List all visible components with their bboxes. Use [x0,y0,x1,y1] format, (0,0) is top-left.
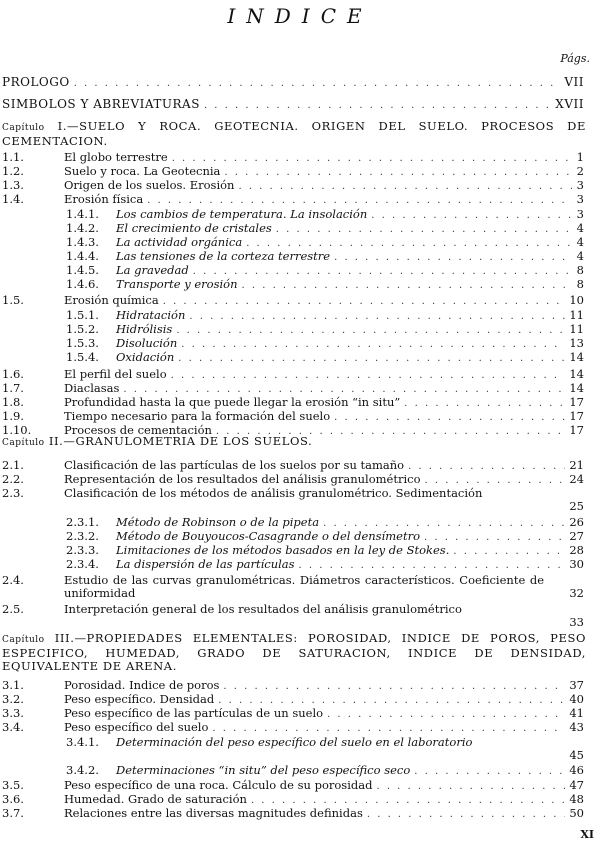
entry-page: 32 [569,586,584,600]
toc-entry [66,558,584,572]
entry-page: 4 [576,249,584,263]
leader-dots [404,397,565,410]
leader-dots [171,369,566,382]
chapter-title: I.—SUELO Y ROCA. GEOTECNIA. ORIGEN DEL SUELO. PROCESOS DE CEMENTACION. [2,119,586,148]
entry-title: Interpretación general de los resultados del análisis granulométrico [64,602,462,616]
entry-number: 3.2. [2,692,24,706]
entry-number: 2.4. [2,573,24,587]
entry-number: 2.3.4. [66,557,99,571]
entry-page: 50 [569,806,584,820]
leader-dots [189,310,565,323]
leader-dots [163,295,566,308]
leader-dots [216,425,565,438]
toc-entry [2,368,584,382]
toc-entry [66,236,584,250]
entry-number: 1.5. [2,293,24,307]
chapter-title: II.—GRANULOMETRIA DE LOS SUELOS. [48,434,313,448]
entry-title: Método de Robinson o de la pipeta [116,515,320,529]
entry-title: La gravedad [116,263,189,277]
entry-number: 1.1. [2,150,24,164]
pages-column-label: Págs. [560,52,590,65]
entry-number: 1.5.1. [66,308,99,322]
toc-entry [2,193,584,207]
leader-dots [376,780,565,793]
chapter-label: Capítulo [2,123,45,133]
toc-entry [66,264,584,278]
entry-title: Suelo y roca. La Geotecnia [64,164,221,178]
leader-dots [327,708,565,721]
leader-dots [212,722,565,735]
leader-dots [299,559,566,572]
entry-title: Peso específico de una roca. Cálculo de su porosidad [64,778,373,792]
entry-number: 2.2. [2,472,24,486]
entry-title: La dispersión de las partículas [116,557,295,571]
toc-entry [66,530,584,544]
entry-page: 37 [569,678,584,692]
entry-page: XVII [555,97,584,111]
entry-page: 26 [569,515,584,529]
entry-number: 1.3. [2,178,24,192]
toc-entry [66,309,584,323]
toc-entry [66,337,584,351]
entry-number: 3.1. [2,678,24,692]
entry-page: 21 [569,458,584,472]
leader-dots [453,545,565,558]
entry-page: 17 [569,395,584,409]
entry-number: 1.2. [2,164,24,178]
leader-dots [204,99,551,112]
entry-page: 25 [569,499,584,513]
entry-number: 1.4.2. [66,221,99,235]
toc-entry [2,459,584,473]
entry-title: Determinación del peso específico del suelo en el laboratorio [116,735,473,749]
entry-title: Las tensiones de la corteza terrestre [116,249,331,263]
entry-page: 41 [569,706,584,720]
entry-number: 1.5.2. [66,322,99,336]
leader-dots [176,324,565,337]
toc-entry [2,165,584,179]
entry-title: El perfil del suelo [64,367,167,381]
entry-number: 3.7. [2,806,24,820]
chapter-title: III.—PROPIEDADES ELEMENTALES: POROSIDAD, INDICE DE POROS, PESO ESPECIFICO, HUMEDAD, GRADO DE SATURACION, INDICE DE DENSIDAD, EQUIVALENTE DE ARENA. [2,631,586,673]
entry-title: Procesos de cementación [64,423,212,437]
toc-entry [2,382,584,396]
entry-title: Peso específico de las partículas de un suelo [64,706,324,720]
entry-page: 8 [576,263,584,277]
entry-title: Humedad. Grado de saturación [64,792,247,806]
leader-dots [224,166,572,179]
entry-title: SIMBOLOS Y ABREVIATURAS [2,97,200,111]
entry-page: 11 [569,308,584,322]
entry-number: 1.4.6. [66,277,99,291]
entry-number: 3.3. [2,706,24,720]
entry-number: 1.4.1. [66,207,99,221]
entry-number: 1.6. [2,367,24,381]
entry-page: 24 [569,472,584,486]
entry-number: 3.6. [2,792,24,806]
toc-entry [2,793,584,807]
entry-page: 14 [569,381,584,395]
leader-dots [193,265,573,278]
toc-entry [66,222,584,236]
entry-title: Representación de los resultados del análisis granulométrico [64,472,421,486]
entry-page: 14 [569,350,584,364]
leader-dots [371,209,572,222]
entry-title: Tiempo necesario para la formación del suelo [64,409,331,423]
entry-title: Origen de los suelos. Erosión [64,178,235,192]
entry-title: Método de Bouyoucos-Casagrande o del densímetro [116,529,420,543]
entry-number: 2.3.3. [66,543,99,557]
entry-title: Hidrólisis [116,322,173,336]
chapter-label: Capítulo [2,438,45,448]
entry-page: 10 [569,293,584,307]
leader-dots [223,680,565,693]
chapter-heading [2,632,586,673]
toc-entry [2,693,584,707]
entry-title: Transporte y erosión [116,277,238,291]
entry-page: 4 [576,235,584,249]
entry-title: El crecimiento de cristales [116,221,272,235]
entry-page: 3 [576,192,584,206]
entry-title: Clasificación de los métodos de análisis granulométrico. Sedimentación [64,486,483,500]
entry-title: Los cambios de temperatura. La insolación [116,207,368,221]
entry-page: 14 [569,367,584,381]
leader-dots [408,460,565,473]
leader-dots [181,338,565,351]
toc-entry [66,544,584,558]
toc-entry [2,721,584,735]
leader-dots [178,352,565,365]
entry-number: 3.4. [2,720,24,734]
entry-title: Disolución [116,336,178,350]
entry-page: 48 [569,792,584,806]
entry-page: 40 [569,692,584,706]
entry-title: Determinaciones “in situ” del peso específico seco [116,763,411,777]
entry-page: 3 [576,178,584,192]
entry-page: 13 [569,336,584,350]
toc-entry [66,278,584,292]
entry-title: La actividad orgánica [116,235,243,249]
chapter-label: Capítulo [2,635,45,645]
toc-entry [2,151,584,165]
toc-entry [2,473,584,487]
entry-page: 17 [569,409,584,423]
entry-page: 27 [569,529,584,543]
entry-title: Erosión química [64,293,159,307]
entry-page: 47 [569,778,584,792]
toc-entry [2,396,584,410]
toc-entry [66,208,584,222]
entry-number: 1.4. [2,192,24,206]
toc-entry [2,76,584,90]
entry-page: 17 [569,423,584,437]
toc-entry [66,323,584,337]
entry-number: 1.4.4. [66,249,99,263]
entry-title: Diaclasas [64,381,120,395]
leader-dots [147,194,572,207]
chapter-heading [2,120,586,148]
leader-dots [334,251,573,264]
toc-entry [2,807,584,821]
toc-entry [2,424,584,438]
toc-entry [2,98,584,112]
entry-page: 8 [576,277,584,291]
entry-title: Clasificación de las partículas de los suelos por su tamaño [64,458,405,472]
toc-entry [66,351,584,365]
entry-page: 3 [576,207,584,221]
entry-number: 1.5.3. [66,336,99,350]
entry-title: PROLOGO [2,75,70,89]
entry-page: 1 [576,150,584,164]
toc-entry [66,250,584,264]
entry-number: 1.9. [2,409,24,423]
toc-entry [2,179,584,193]
entry-page: 11 [569,322,584,336]
entry-title: Hidratación [116,308,186,322]
leader-dots [74,77,561,90]
toc-entry [2,707,584,721]
toc-entry [2,410,584,424]
entry-title: Profundidad hasta la que puede llegar la erosión “in situ” [64,395,401,409]
entry-number: 1.10. [2,423,32,437]
entry-page: 30 [569,557,584,571]
entry-page: 43 [569,720,584,734]
leader-dots [238,180,572,193]
entry-title: Porosidad. Indice de poros [64,678,220,692]
entry-title: El globo terrestre [64,150,168,164]
entry-title: Oxidación [116,350,175,364]
toc-entry [2,779,584,793]
leader-dots [276,223,573,236]
entry-title: Peso específico del suelo [64,720,209,734]
entry-title: Limitaciones de los métodos basados en la ley de Stokes. [116,543,450,557]
entry-number: 1.7. [2,381,24,395]
entry-number: 2.3.2. [66,529,99,543]
entry-number: 3.4.2. [66,763,99,777]
toc-entry [66,516,584,530]
page-title: INDICE [227,4,373,28]
leader-dots [334,411,565,424]
entry-number: 1.4.5. [66,263,99,277]
entry-page: 33 [569,615,584,629]
entry-page: 4 [576,221,584,235]
entry-number: 3.4.1. [66,735,99,749]
leader-dots [172,152,573,165]
leader-dots [242,279,573,292]
toc-entry [66,764,584,778]
entry-title: Erosión física [64,192,144,206]
entry-number: 2.3.1. [66,515,99,529]
page-folio: XI [580,828,594,841]
leader-dots [414,765,565,778]
leader-dots [367,808,566,821]
entry-page: 28 [569,543,584,557]
entry-title: Peso específico. Densidad [64,692,215,706]
entry-title: Relaciones entre las diversas magnitudes definidas [64,806,363,820]
entry-page: 46 [569,763,584,777]
entry-number: 1.4.3. [66,235,99,249]
entry-number: 3.5. [2,778,24,792]
entry-number: 1.8. [2,395,24,409]
entry-number: 2.1. [2,458,24,472]
entry-page: 2 [576,164,584,178]
entry-title: Estudio de las curvas granulométricas. Diámetros característicos. Coeficiente de uniformidad [64,573,544,600]
entry-page: VII [564,75,584,89]
entry-page: 45 [569,748,584,762]
entry-number: 1.5.4. [66,350,99,364]
entry-number: 2.3. [2,486,24,500]
toc-entry [2,294,584,308]
entry-number: 2.5. [2,602,24,616]
toc-entry [2,679,584,693]
